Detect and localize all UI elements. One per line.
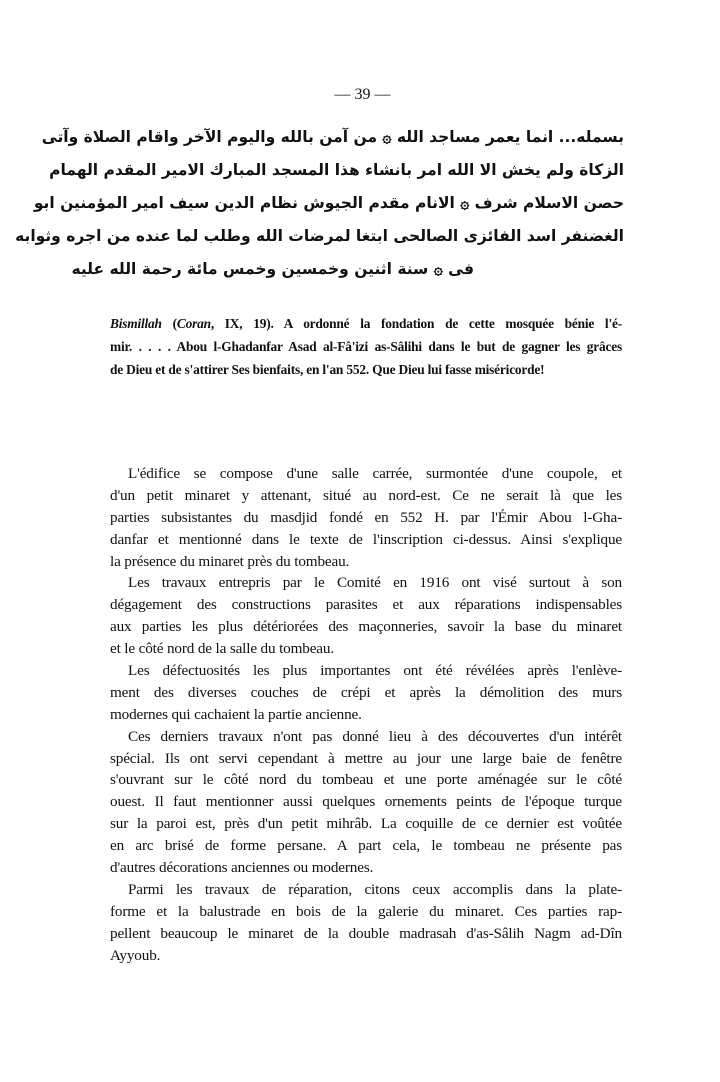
inscription-line: حصن الاسلام شرف ۞ الانام مقدم الجيوش نظام الدين سيف امير المؤمنين ابو — [33, 194, 624, 212]
body-line: dégagement des constructions parasites et aux réparations indispensables — [110, 596, 622, 614]
body-line: aux parties les plus détériorées des maçonneries, savoir la base du minaret — [110, 618, 622, 636]
caption-line: mir. . . . . Abou l-Ghadanfar Asad al-Fâ'izi as-Sâlihi dans le but de gagner les grâces — [110, 339, 622, 354]
page-number: — 39 — — [334, 86, 391, 103]
inscription-line: فى ۞ سنة اثنين وخمسين وخمس مائة رحمة الله عليه — [71, 260, 474, 278]
body-line: Ayyoub. — [110, 946, 161, 964]
inscription-line: الغضنفر اسد الفائزى الصالحى ابتغا لمرضات الله وطلب لما عنده من اجره وثوابه — [15, 227, 624, 245]
body-line: ouest. Il faut mentionner aussi quelques ornements peints de l'époque turque — [110, 793, 622, 811]
body-line: et le côté nord de la salle du tombeau. — [110, 640, 334, 658]
caption-text: ( — [161, 316, 177, 331]
body-line: la présence du minaret près du tombeau. — [110, 552, 350, 570]
caption-text: , IX, 19). A ordonné la fondation de cette mosquée bénie l'é- — [210, 316, 622, 331]
body-line: forme et la balustrade en bois de la galerie du minaret. Ces parties rap- — [110, 902, 622, 920]
body-line: Parmi les travaux de réparation, citons ceux accomplis dans la plate- — [128, 880, 622, 898]
body-line: d'autres décorations anciennes ou modernes. — [110, 859, 374, 877]
inscription-line: الزكاة ولم يخش الا الله امر بانشاء هذا المسجد المبارك الامير المقدم الهمام — [49, 161, 624, 179]
arabic-inscription — [15, 122, 624, 287]
body-line: L'édifice se compose d'une salle carrée, surmontée d'une coupole, et — [128, 465, 622, 482]
caption-title: Bismillah — [110, 316, 162, 331]
body-line: pellent beaucoup le minaret de la double madrasah d'as-Sâlih Nagm ad-Dîn — [110, 924, 622, 942]
body-line: sur la paroi est, près d'un petit mihrâb. La coquille de ce dernier est voûtée — [110, 815, 622, 833]
body-line: d'un petit minaret y attenant, situé au nord-est. Ce ne serait là que les — [110, 486, 622, 504]
body-line: Ces derniers travaux n'ont pas donné lieu à des découvertes d'un intérêt — [128, 727, 622, 745]
body-line: Les travaux entrepris par le Comité en 1916 ont visé surtout à son — [128, 574, 622, 592]
inscription-line: بسمله... انما يعمر مساجد الله ۞ من آمن بالله واليوم الآخر واقام الصلاة وآتى — [41, 128, 624, 146]
body-text — [110, 463, 622, 966]
body-line: Les défectuosités les plus importantes ont été révélées après l'enlève- — [128, 662, 622, 680]
inscription-translation — [110, 312, 622, 381]
caption-line — [110, 312, 622, 335]
body-line: ment des diverses couches de crépi et après la démolition des murs — [110, 683, 622, 701]
body-line: spécial. Ils ont servi cependant à mettre au jour une large baie de fenêtre — [110, 749, 622, 767]
body-line: en arc brisé de forme persane. A part cela, le tombeau ne présente pas — [110, 837, 622, 855]
caption-reference: Coran — [176, 316, 211, 331]
body-line: s'ouvrant sur le côté nord du tombeau et une porte aménagée sur le côté — [110, 771, 622, 789]
body-line: parties subsistantes du masdjid fondé en 552 H. par l'Émir Abou l-Gha- — [110, 508, 622, 526]
caption-line: de Dieu et de s'attirer Ses bienfaits, en l'an 552. Que Dieu lui fasse miséricorde! — [110, 362, 545, 377]
body-line: modernes qui cachaient la partie ancienne. — [110, 705, 362, 723]
body-line: danfar et mentionné dans le texte de l'inscription ci-dessus. Ainsi s'explique — [110, 530, 622, 548]
